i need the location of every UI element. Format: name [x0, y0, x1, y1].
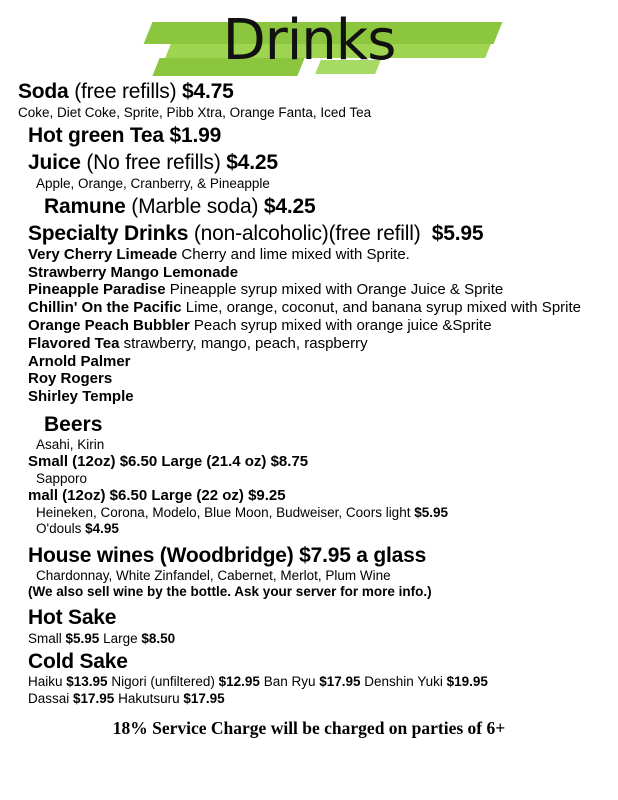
beers-line2-brands: Sapporo [36, 471, 88, 487]
beers-line3-brands: Heineken, Corona, Modelo, Blue Moon, Budweiser, Coors light [36, 505, 415, 521]
hot-sake-small-price: $5.95 [65, 630, 100, 646]
specialty-item-name: Orange Peach Bubbler [28, 316, 190, 334]
specialty-item-desc: Cherry and lime mixed with Sprite. [181, 245, 410, 263]
house-wines-items: Chardonnay, White Zinfandel, Cabernet, Merlot, Plum Wine [36, 568, 391, 584]
specialty-item-name: Chillin' On the Pacific [28, 299, 182, 317]
hot-sake-large-label: Large [103, 630, 142, 646]
cold-sake-item-label: Denshin Yuki [364, 674, 447, 690]
cold-sake-item-label: Dassai [28, 690, 74, 706]
beers-line4-brand: O'douls [36, 521, 86, 537]
beers-heading: Beers [44, 412, 103, 436]
house-wines-note: (We also sell wine by the bottle. Ask your server for more info.) [28, 584, 432, 600]
list-item [18, 389, 600, 406]
hot-sake-sizes [18, 631, 600, 646]
cold-sake-item-label: Hakutsuru [118, 690, 184, 706]
list-item [18, 265, 600, 282]
specialty-item-name: Very Cherry Limeade [28, 245, 178, 263]
specialty-item-name: Strawberry Mango Lemonade [28, 263, 239, 281]
specialty-item-name: Pineapple Paradise [28, 281, 166, 299]
ramune-qualifier: (Marble soda) [131, 194, 259, 218]
specialty-item-desc: Lime, orange, coconut, and banana syrup mixed with Sprite [185, 299, 581, 317]
specialty-item-name: Arnold Palmer [28, 352, 131, 370]
specialty-item-desc: Pineapple syrup mixed with Orange Juice & Sprite [169, 281, 504, 299]
service-charge-notice: 18% Service Charge will be charged on parties of 6+ [112, 717, 506, 738]
specialty-price: $5.95 [431, 222, 484, 246]
cold-sake-item-price: $12.95 [218, 674, 260, 690]
specialty-item-desc: strawberry, mango, peach, raspberry [123, 334, 368, 352]
cold-sake-line1 [18, 674, 600, 689]
specialty-item-desc: Peach syrup mixed with orange juice &Sprite [193, 316, 492, 334]
hot-sake-heading: Hot Sake [28, 606, 117, 630]
specialty-name: Specialty Drinks [28, 222, 189, 246]
cold-sake-line2 [18, 691, 600, 706]
juice-items: Apple, Orange, Cranberry, & Pineapple [36, 175, 270, 191]
list-item [18, 336, 600, 353]
beers-line1-brands: Asahi, Kirin [36, 437, 105, 453]
section-soda [18, 80, 600, 120]
hot-green-tea-price: $1.99 [169, 123, 222, 147]
hot-green-tea-heading [18, 124, 600, 148]
beers-line2-sizes: mall (12oz) $6.50 Large (22 oz) $9.25 [28, 486, 286, 504]
cold-sake-item-price: $19.95 [446, 674, 488, 690]
juice-price: $4.25 [226, 151, 278, 175]
beers-line1-sizes: Small (12oz) $6.50 Large (21.4 oz) $8.75 [28, 452, 309, 470]
cold-sake-item-price: $13.95 [66, 674, 108, 690]
cold-sake-item-label: Ban Ryu [263, 674, 320, 690]
section-beers [18, 413, 600, 537]
juice-qualifier: (No free refills) [86, 151, 221, 175]
cold-sake-item-price: $17.95 [73, 690, 115, 706]
soda-items: Coke, Diet Coke, Sprite, Pibb Xtra, Orange Fanta, Iced Tea [18, 104, 372, 120]
section-ramune [18, 195, 600, 219]
section-juice [18, 151, 600, 191]
ramune-heading [18, 195, 600, 219]
list-item [18, 318, 600, 335]
beers-line4-price: $4.95 [85, 521, 119, 537]
menu-header [18, 0, 600, 80]
soda-qualifier: (free refills) [74, 80, 177, 103]
house-wines-heading: House wines (Woodbridge) $7.95 a glass [28, 543, 427, 567]
cold-sake-heading: Cold Sake [28, 649, 128, 673]
section-cold-sake [18, 650, 600, 706]
section-specialty-drinks [18, 222, 600, 406]
beers-line3 [18, 505, 600, 520]
beers-line3-price: $5.95 [414, 505, 449, 521]
ramune-price: $4.25 [263, 194, 316, 218]
hot-sake-large-price: $8.50 [141, 630, 176, 646]
cold-sake-item-label: Nigori (unfiltered) [111, 674, 219, 690]
soda-price: $4.75 [182, 80, 234, 103]
specialty-qualifier: (non-alcoholic)(free refill) [193, 222, 421, 246]
soda-heading [18, 80, 600, 104]
ramune-name: Ramune [44, 194, 126, 218]
list-item [18, 354, 600, 371]
specialty-heading [18, 222, 600, 246]
cold-sake-item-price: $17.95 [183, 690, 225, 706]
specialty-item-name: Flavored Tea [28, 334, 120, 352]
page-title: Drinks [222, 8, 396, 73]
list-item [18, 247, 600, 264]
cold-sake-item-price: $17.95 [319, 674, 361, 690]
list-item [18, 371, 600, 388]
hot-green-tea-name: Hot green Tea [28, 123, 164, 147]
cold-sake-item-label: Haiku [28, 674, 67, 690]
section-hot-green-tea [18, 124, 600, 148]
specialty-item-name: Shirley Temple [28, 388, 134, 406]
soda-name: Soda [18, 80, 69, 103]
hot-sake-small-label: Small [28, 630, 66, 646]
specialty-item-name: Roy Rogers [28, 370, 113, 388]
section-hot-sake [18, 606, 600, 646]
list-item [18, 300, 600, 317]
juice-name: Juice [28, 151, 81, 175]
list-item [18, 282, 600, 299]
beers-line4 [18, 521, 600, 536]
juice-heading [18, 151, 600, 175]
section-house-wines [18, 544, 600, 600]
